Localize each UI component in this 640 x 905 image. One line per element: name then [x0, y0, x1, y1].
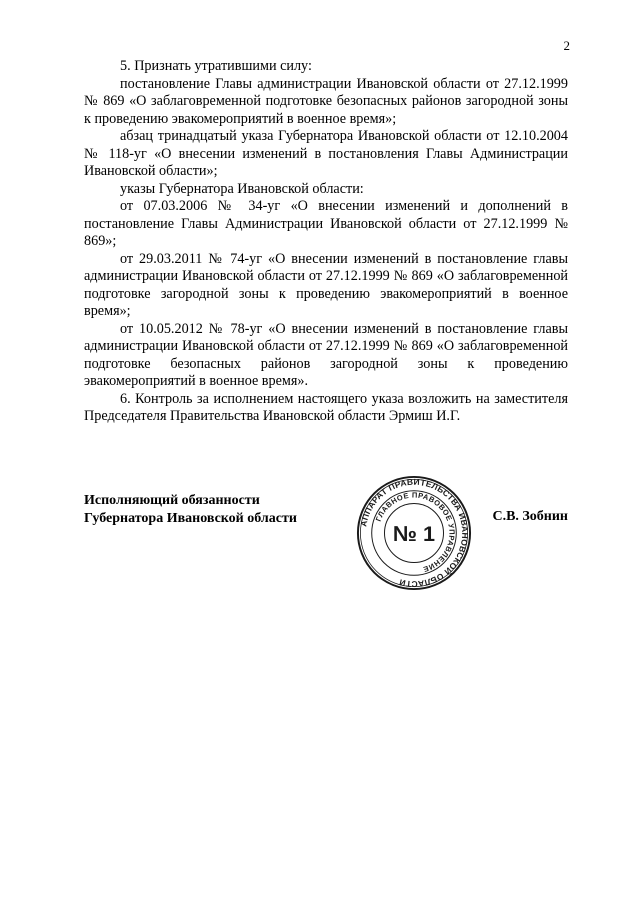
paragraph-decree-118: абзац тринадцатый указа Губернатора Ивановской области от 12.10.2004 № 118-уг «О внесении изменений в постановления Главы Администрации Ивановской области»; [84, 128, 568, 179]
signatory-title-line2: Губернатора Ивановской области [84, 510, 297, 526]
paragraph-decree-74: от 29.03.2011 № 74-уг «О внесении изменений в постановление главы администрации Ивановской области от 27.12.1999 № 869 «О заблаговременной подготовке загородной зоны к проведению эвакомероприятий в военное время»; [84, 250, 568, 319]
paragraph-item-5: 5. Признать утратившими силу: [120, 58, 312, 74]
signatory-title-line1: Исполняющий обязанности [84, 493, 260, 508]
paragraph-decrees-heading: указы Губернатора Ивановской области: [120, 180, 364, 197]
signature-block [84, 476, 568, 612]
document-body [84, 58, 568, 426]
signatory-name: С.В. Зобнин [492, 509, 568, 524]
seal-number: № 1 [392, 520, 436, 546]
paragraph-item-6: 6. Контроль за исполнением настоящего указа возложить на заместителя Председателя Правительства Ивановской области Эрмиш И.Г. [84, 390, 568, 424]
official-seal [355, 474, 473, 592]
paragraph-decree-34: от 07.03.2006 № 34-уг «О внесении изменений и дополнений в постановление Главы Администрации Ивановской области от 27.12.1999 № 869»; [84, 198, 568, 249]
paragraph-decree-78: от 10.05.2012 № 78-уг «О внесении изменений в постановление главы администрации Ивановской области от 27.12.1999 № 869 «О заблаговременной подготовке безопасных районов загородной зоны к проведению эвакомероприятий в военное время». [84, 320, 568, 389]
paragraph-resolution-869: постановление Главы администрации Ивановской области от 27.12.1999 № 869 «О заблаговременной подготовке безопасных районов загородной зоны к проведению эвакомероприятий в военное время»; [84, 75, 568, 127]
page-number: 2 [563, 38, 570, 53]
seal-inner-textpath: ГЛАВНОЕ ПРАВОВОЕ УПРАВЛЕНИЕ [373, 490, 457, 575]
seal-outer-textpath: АППАРАТ ПРАВИТЕЛЬСТВА ИВАНОВСКОЙ ОБЛАСТИ [358, 476, 471, 590]
signatory-title [84, 492, 297, 527]
